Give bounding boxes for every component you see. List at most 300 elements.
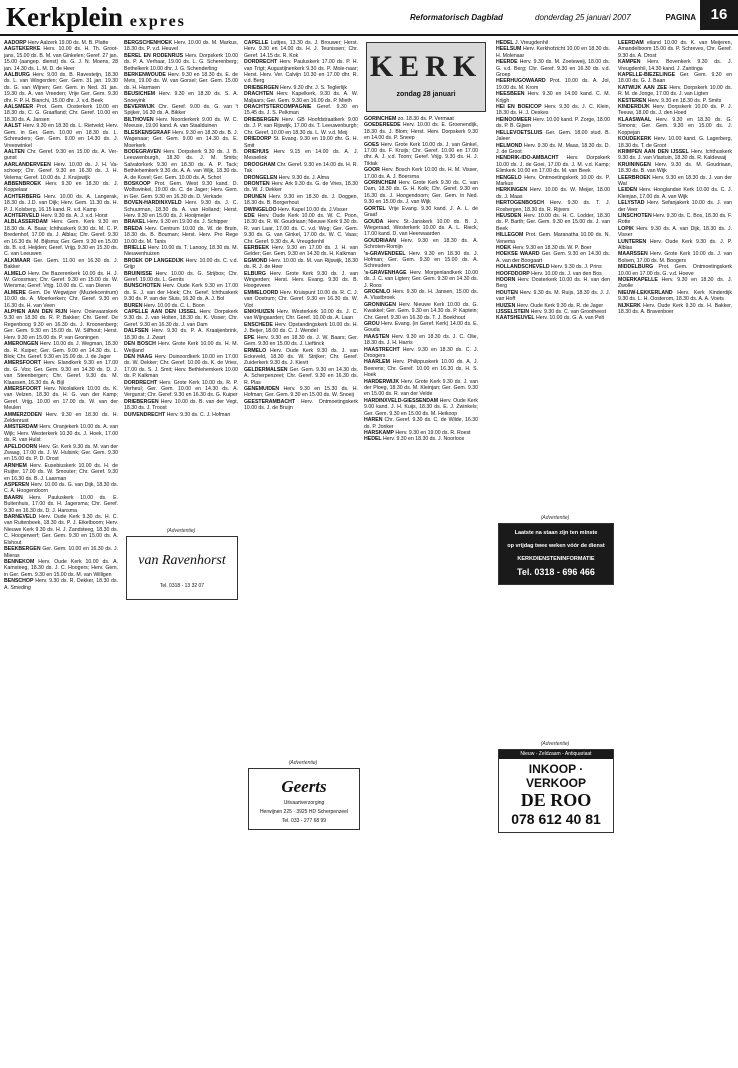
church-listing-entry — [4, 578, 118, 591]
listing-service-text: eiland 10.00 ds. K. van Meijeren, Amandelboom 15.00 ds. P. Schreves, Chr. Geref. 9.30 ds. A. Drost — [618, 40, 732, 59]
listing-place-name: KINDERDIJK — [618, 104, 650, 111]
listing-service-text: Herv. Ontmoetingskerk 10.00 ds. J. de Bruijn — [244, 398, 358, 412]
listing-place-name: BENNEKOM — [4, 558, 35, 565]
church-listing-entry — [618, 104, 732, 117]
church-listing-entry — [4, 424, 118, 443]
listing-place-name: DRIEBERGEN — [244, 84, 279, 91]
listing-service-text: Herv. 10.00 ds. B. van der Vegt, 18.30 ds. J. Troost — [124, 398, 238, 412]
listing-place-name: HOEK — [496, 245, 511, 251]
page-header — [0, 0, 738, 36]
church-listing-entry — [618, 226, 732, 239]
listing-place-name: BRIELLE — [124, 245, 147, 251]
listing-place-name: MOERKAPELLE — [618, 277, 658, 284]
kerkplein-logo — [6, 2, 186, 37]
listing-place-name: DORDRECHT — [244, 59, 278, 66]
listing-service-text: Herv. Oude Kerk 9.30 ds. R. de Jager — [515, 302, 604, 309]
listing-place-name: HENDRIK-IDO-AMBACHT — [496, 155, 559, 162]
listing-place-name: DWINGELOO — [244, 206, 277, 213]
listing-place-name: BEUSICHEM — [124, 91, 156, 98]
listing-service-text: Herv. Ichthuskerk 9.30 ds. J. van Vlastuin, 18.30 ds. R. Kaldewaij — [618, 148, 732, 162]
listing-place-name: AALBURG — [4, 72, 30, 79]
church-listing-entry — [244, 136, 358, 149]
listing-place-name: HARDINXVELD-GIESSENDAM — [364, 397, 439, 404]
church-listing-entry — [364, 251, 478, 270]
church-listing-entry — [496, 46, 610, 59]
listing-place-name: ELBURG — [244, 270, 266, 277]
listing-place-name: BROEK OP LANGEDIJK — [124, 257, 184, 264]
listing-place-name: DORDRECHT — [124, 379, 158, 386]
listing-place-name: AMERSFOORT — [4, 360, 41, 367]
church-listing-entry — [364, 417, 478, 430]
listing-service-text: Herv. 9.30 en 18.30 ds. J. van der Wal — [618, 174, 732, 187]
listing-service-text: Herv. Dorpskerk 10.00 ds. P. J. Teeuw, 18.00 ds. J. den Hoed — [618, 104, 732, 117]
listing-service-text: Herv. Grote Kerk 10.00 ds. R. P. Verheul; Ger. Gem. 10.00 en 14.30 ds. A. Vergunst; Chr. Geref. 9.30 en 16.30 ds. G. Kuiper — [124, 379, 238, 399]
listing-place-name: HEI EN BOEICOP — [496, 104, 542, 111]
listing-service-text: Herv. 9.30 en 18.30 ds. J. Doggen, 18.30 ds. B. Borgerhout — [244, 193, 358, 207]
listing-place-name: ARNHEM — [4, 462, 27, 469]
listing-place-name: GENEMUIDEN — [244, 385, 280, 392]
church-listing-entry — [364, 321, 478, 334]
church-listing-entry — [124, 399, 238, 412]
listing-place-name: KATWIJK AAN ZEE — [618, 84, 668, 91]
listing-service-text: Herv. Morgenlandkerk 10.00 ds. J. C. van Ligten; Ger. Gem. 9.30 en 14.30 ds. J. Roos — [364, 269, 478, 289]
church-listing-entry — [496, 277, 610, 290]
ravenhorst-line: Tel. 0318 - 13 32 07 — [159, 583, 205, 589]
listing-service-text: Herv. Nieuwe Kerk 10.00 ds. G. Kwakkel; Ger. Gem. 9.30 en 14.30 ds. P. Kaptein; Chr. Geref. 9.30 en 16.30 ds. T. J. Boekhout — [364, 301, 478, 321]
church-listing-entry — [364, 142, 478, 168]
listing-place-name: HEDEL — [496, 40, 514, 46]
listing-place-name: ALPHEN AAN DEN RIJN — [4, 309, 68, 316]
listing-place-name: DUIVENDRECHT — [124, 411, 166, 418]
listing-service-text: Herv. 9.30 en 18.30 ds. J. Noorloos — [381, 436, 465, 443]
church-listing-entry — [4, 559, 118, 578]
listing-place-name: KRUININGEN — [618, 161, 651, 168]
church-listing-entry — [4, 463, 118, 482]
listing-place-name: AALTEN — [4, 148, 25, 155]
listing-place-name: 's-GRAVENDEEL — [364, 250, 406, 257]
church-listing-entry — [4, 360, 118, 386]
listing-service-text: Herv. Dorpskerk 10.00 ds. P. A. Verhaar, 19.00 ds. L. G. Scherenberg; Bethelkerk 10.00 dhr. J. G. Schenderling — [124, 52, 238, 72]
newspaper-name: Reformatorisch Dagblad — [410, 13, 503, 22]
listing-service-text: Herv. Nicolaikerk 10.00 ds. K. van Velzen, 18.30 ds. H. G. van der Kamp; Geref. Vrijg. 10.00 en 17.00 ds. W. van der Meulen — [4, 385, 118, 412]
listing-service-text: Herv. Kapel 10.00 ds. J.Visser — [276, 206, 348, 213]
listing-place-name: HOLLANDSCHEVELD — [496, 264, 550, 271]
church-listing-entry — [618, 162, 732, 175]
kerkdiensten-advertisement[interactable] — [498, 523, 614, 585]
deroo-title: INKOOP · VERKOOP — [525, 762, 586, 790]
listing-service-text: Herv. 9.30 en 18.30 ds. S. A. Snoeyink — [124, 91, 238, 104]
listing-place-name: GORINCHEM — [364, 116, 397, 122]
listing-service-text: Herv. 9.15 en 14.00 ds. A. J. Messelink — [244, 148, 358, 162]
listing-service-text: Herv. 10.00 ds. C. L. Boon — [142, 302, 205, 309]
listing-service-text: Herv. 9.30 en 18.30 ds. C. J. Droogers — [364, 346, 478, 360]
church-listing-entry — [618, 213, 732, 226]
listing-place-name: AALST — [4, 123, 22, 130]
listing-place-name: EPE — [244, 334, 255, 341]
church-listing-entry — [124, 245, 238, 258]
listing-service-text: Herv. Duinoordkerk 10.00 en 17.00 ds. W. Dekker; Chr. Geref. 10.00 ds. K. de Vries, 17.00 ds. S. J. Smit; Herv. Bethlehemkerk 10.00 ds. P. Kalkman — [124, 353, 238, 380]
listing-service-text: Herv. 9.30 ds. C. van Grootheest — [529, 309, 607, 316]
church-listing-entry — [244, 335, 358, 348]
listing-service-text: Herv. 9.30 en 18.30 ds. P. Smits — [646, 97, 722, 104]
listing-service-text: Herv. Westerkerk 10.00 ds. J. C. van Wijngaarden; Chr. Geref. 10.00 ds. A. Laan — [244, 309, 358, 322]
church-listing-entry — [4, 162, 118, 181]
church-listing-entry — [124, 104, 238, 117]
listing-place-name: ENKHUIZEN — [244, 309, 275, 316]
listing-place-name: HAARLEM — [364, 359, 390, 366]
listing-place-name: ABBENBROEK — [4, 180, 42, 187]
deroo-tag: (Advertentie) — [540, 741, 570, 747]
listing-place-name: ALKMAAR — [4, 257, 31, 264]
listing-place-name: BEEKBERGEN — [4, 546, 41, 553]
geerts-advertisement[interactable] — [248, 768, 360, 830]
listing-service-text: Ger. Gem. 11.00 en 16.30 ds. J. Bakker — [4, 257, 118, 271]
listing-service-text: Herv. Hooglandse Kerk 10.00 ds. C. J. Kleinjan, 17.00 ds. A. van Wijk — [618, 187, 732, 200]
listing-place-name: CAPELLE AAN DEN IJSSEL — [124, 309, 197, 316]
listing-service-text: Prot. 10.00 ds. A. Jol, 19.00 ds. M. Krom — [496, 78, 610, 91]
listing-service-text: Herv. 10.00 ds. H. C. Lodder, 18.30 ds. P. Barth; Ger. Gem. 9.30 en 15.00 ds. J. van Beek — [496, 212, 610, 232]
church-listing-entry — [4, 46, 118, 72]
listing-service-text: Herv. 10.00 ds. G. van Dijk, 18.30 ds. C. A. Hoogendoorn — [4, 482, 118, 495]
listing-place-name: BODEGRAVEN — [124, 148, 161, 155]
church-listing-entry — [618, 264, 732, 277]
listing-place-name: HEUSDEN — [496, 212, 522, 219]
church-listing-entry — [496, 78, 610, 91]
church-listing-entry — [496, 315, 610, 321]
church-listing-entry — [4, 72, 118, 104]
listing-column-1 — [4, 40, 118, 1064]
listing-place-name: HUIZEN — [496, 302, 516, 309]
page-content — [0, 36, 738, 1066]
listing-service-text: Herv. 9.30 ds. M. Zoeteweij, 18.00 ds. G. v.d. Berg; Chr. Geref. 9.30 en 16.30 ds. v.d. Groep — [496, 59, 610, 79]
listing-service-text: Herv. Oude Kerk 9.30 en 17.00 ds. E. J. van der Hoek; Chr. Geref. Ichthuskerk 9.30 ds. P. van der Sluis, 16.30 ds. A. J. Bol — [124, 283, 238, 303]
listing-place-name: LEERDAM — [618, 40, 644, 46]
listing-service-text: Herv. 9.30 en 18.30 ds. B. J. Wagenaar; Ger. Gem. 9.00 en 14.30 ds. E. Moerkerk — [124, 129, 238, 149]
listing-place-name: MIDDELBURG — [618, 264, 654, 271]
listing-service-text: Herv. 9.30 ds. J. Prins — [549, 264, 602, 271]
listing-place-name: MAARSSEN — [618, 251, 648, 258]
listing-service-text: Herv. Opstandingskerk 10.00 ds. H. J. Beijer, 18.00 ds. C. J. Wendel — [244, 321, 358, 335]
listing-service-text: Herv. 9.30 ds. J. C. Schuurman, 18.30 ds. A. van Holland; Herst. Herv. 9.30 en 15.00 ds. J. Hooijmeijer — [124, 200, 238, 219]
kerk-word: KERK — [369, 50, 483, 83]
church-listing-entry — [364, 219, 478, 238]
listing-service-text: Herv. 9.30 en 15.30 ds. H. Hofman; Ger. Gem. 9.30 en 15.00 ds. W. Snoeij — [244, 385, 358, 399]
listing-place-name: LOPIK — [618, 225, 634, 232]
listing-service-text: Prot. Gem. Ontmoetingskerk 10.00 en 17.00 ds. G. v.d. Hoeve — [618, 264, 732, 277]
listing-service-text: Prot. Gem. Maranatha 10.00 ds. N. Venema — [496, 232, 610, 245]
listing-place-name: BARNEVELD — [4, 514, 37, 521]
listing-place-name: KAMPEN — [618, 59, 641, 66]
listing-service-text: Ger. Gem. 18.00 stud. B. Jaleer — [496, 129, 610, 143]
church-listing-entry — [364, 436, 478, 442]
church-listing-entry — [4, 482, 118, 495]
church-listing-entry — [244, 40, 358, 59]
listing-place-name: GORINCHEM — [364, 180, 397, 187]
logo-main: Kerkplein — [6, 2, 124, 32]
listing-service-text: Herv. 10.00 ds. G. A. van Pelt — [534, 315, 604, 322]
kerkdiensten-line3: KERKDIENSTENINFORMATIE — [517, 556, 595, 562]
church-listing-entry — [364, 289, 478, 302]
listing-place-name: ENSCHEDE — [244, 321, 273, 328]
listing-place-name: HELLEVOETSLUIS — [496, 129, 543, 136]
ravenhorst-name: van Ravenhorst — [138, 553, 226, 568]
church-listing-entry — [618, 277, 732, 290]
listing-place-name: DROOGHAM — [244, 161, 276, 168]
listing-service-text: Herv. Gem. Kerk 9.30 en 18.30 ds. A. Baas; Ichthuskerk 9.30 ds. M. C. P. Bredenhof, 17.00 ds. J. Alblas; Chr. Geref. 9.30 en 16.30 ds. M. Bijlsma; Ger. Gem. 9.30 en 15.00 ds. B. v.d. Heijden; Geref. Vrijg. 9.30 en 15.30 ds. C. van Leeuwen — [4, 219, 118, 258]
deroo-phone: 078 612 40 81 — [511, 811, 601, 827]
listing-place-name: KOUDEKERK — [618, 136, 652, 143]
listing-service-text: Herv. Oude Kerk 10.00 ds. A. Kamsteeg, 18.30 ds. J. C. Hoogers; Herv. Gem. in Ger. Gem. 9.30 en 15.00 ds. M. van Willigen — [4, 558, 118, 578]
listing-service-text: Herv. 9.30 en 18.30 ds. J. W. Baars; Ger. Gem. 9.30 en 15.00 ds. J. Lieftinck — [244, 334, 358, 348]
church-listing-entry — [244, 117, 358, 136]
issue-date: donderdag 25 januari 2007 — [535, 13, 631, 22]
listing-place-name: ERMELO — [244, 347, 267, 354]
church-listing-entry — [618, 136, 732, 149]
church-listing-entry — [4, 219, 118, 257]
listing-service-text: Herv. 9.30 ds. M. Ruijs, 18.30 ds. J. J. van Hoff — [496, 289, 610, 303]
deroo-advertisement[interactable] — [498, 749, 614, 833]
listing-service-text: Herv. Grote Kerk 10.00 ds. H. M. Weijland — [124, 341, 238, 354]
listing-service-text: Herv. Eusebiuskerk 10.00 ds. H. de Ruijter, 17.00 ds. W. Smouter; Chr. Geref. 9.30 en 16.30 ds. B. J. Laarman — [4, 462, 118, 482]
church-listing-entry — [124, 354, 238, 380]
listing-service-text: Herv. 9.30 en 18.30 ds. J. C. Olie, 18.30 ds. J. H. Harris — [364, 333, 478, 347]
listing-service-text: Herv. Dorpskerk 10.00 ds. J. de Goei, 17.00 ds. J. M. v.d. Kamp; Elimkerk 10.00 en 17.00 ds. M. van Beek — [496, 155, 610, 175]
listing-place-name: EMMELOORD — [244, 289, 279, 296]
listing-service-text: Herv. Grote Kerk 9.30 ds. J. van der Ploeg, 18.30 ds. M. Kleinjan; Ger. Gem. 9.30 en 15.00 ds. R. van der Velde — [364, 378, 478, 398]
listing-service-text: Herv. Dorpskerk 9.30 ds. J. van Holten, 18.30 ds. K. Visser; Chr. Geref. 9.30 en 16.30 ds. J. van Dam — [124, 309, 238, 328]
listing-place-name: ASPEREN — [4, 482, 30, 489]
listing-service-text: Herv. 9.30 en 18.30 ds. A. Schroten-Romijn — [364, 237, 478, 251]
kerkdiensten-tag: (Advertentie) — [540, 515, 570, 521]
church-listing-entry — [244, 399, 358, 412]
kerk-banner — [366, 42, 486, 112]
church-listing-entry — [124, 412, 238, 418]
listing-place-name: BOVEN-HARDINXVELD — [124, 200, 182, 207]
listing-place-name: BILTHOVEN — [124, 116, 154, 123]
listing-service-text: Herv. Ooievaarskerk 9.30 en 18.30 ds. R. P. Bakker; Chr. Geref. De Regenboog 9.30 en 16.30 ds. J. Kroonenberg; Ger. Gem. 9.30 en 15.00 ds. W. Silfhout; Herst. Herv. 9.30 en 15.00 ds. P. van Groningen — [4, 309, 118, 341]
church-listing-entry — [618, 85, 732, 98]
church-listing-entry — [4, 386, 118, 412]
listing-service-text: Herv. Pauluskerk 10.00 ds. E. Buitenhuis, 17.00 ds. H. Jagersma; Chr. Geref. 9.30 en 16.30 ds. D. J. Hansma — [4, 494, 118, 514]
church-listing-entry — [618, 72, 732, 85]
listing-service-text: Herv. Pauluskerk 17.00 ds. P. H. van Trigt; Augustijnenkerk 9.30 ds. P. Mole-naar; Herst. Herv. Ver. Calvijn 10.30 en 17.00 dhr. R. v.d. Berg — [244, 59, 358, 85]
church-listing-entry — [244, 194, 358, 207]
listing-service-text: Herv. 10.00 ds. C. v.d. Grijp — [124, 257, 238, 271]
listing-service-text: Herv. Oude Kerk 9.00 kand. J. H. Kuijs, 18.30 ds. E. J. Zwinkels; Ger. Gem. 9.30 en 15.00 ds. M. Heikoop — [364, 397, 478, 417]
listing-place-name: AMERONGEN — [4, 341, 39, 348]
church-listing-entry — [496, 200, 610, 213]
church-listing-entry — [244, 367, 358, 386]
listing-place-name: BENSCHOP — [4, 578, 34, 585]
listing-service-text: zo. 18.30 ds. P. Vermaat — [396, 116, 454, 122]
page-label: PAGINA — [665, 13, 696, 22]
church-listing-entry — [364, 180, 478, 206]
listing-place-name: BUREN — [124, 302, 143, 309]
listing-service-text: Herv. Oude Kerk 9.30 ds. H. C. van Ruitenbeek, 18.30 ds. P. J. Eikelboom; Herv. Nieuwe Kerk 9.30 ds. H. J. Zandsteeg, 18.30 ds. C. Hoogerwerf; Ger. Gem. 9.30 en 15.00 ds. A. Elshout — [4, 514, 118, 546]
listing-place-name: BEVERWIJK — [124, 104, 155, 111]
ravenhorst-tag: (Advertentie) — [166, 528, 196, 534]
church-listing-entry — [364, 270, 478, 289]
listing-place-name: BREDA — [124, 225, 143, 232]
listing-place-name: EDE — [244, 212, 255, 219]
listing-place-name: GEESTERAMBACHT — [244, 398, 296, 405]
deroo-bar: Nieuw - Zeldzaam - Antiquariaat — [499, 750, 613, 759]
church-listing-entry — [618, 149, 732, 162]
church-listing-entry — [496, 290, 610, 303]
listing-service-text: Ger. Gem. 9.30 en 14.30 ds. A. van der Boogaart — [496, 251, 610, 264]
kerkdiensten-line1: Laatste na staan zijn ten minste — [514, 530, 598, 536]
church-listing-entry — [124, 341, 238, 354]
church-listing-entry — [244, 91, 358, 104]
church-listing-entry — [124, 258, 238, 271]
church-listing-entry — [496, 232, 610, 245]
church-listing-entry — [496, 59, 610, 78]
listing-place-name: KLAASWAAL — [618, 116, 652, 123]
church-listing-entry — [364, 359, 478, 378]
church-listing-entry — [618, 303, 732, 316]
listing-service-text: Herv. Oude Kerk 9.30 ds. J. van Eckeveld, 18.30 ds. W. Strijker; Chr. Geref. Zuiderkerk 9.30 ds. J. Kievit — [244, 347, 358, 367]
church-listing-entry — [4, 514, 118, 546]
church-listing-entry — [4, 495, 118, 514]
listing-service-text: Herv. 9.30 en 18.30 ds. J. Zwolle — [618, 277, 732, 290]
listing-service-text: Herv. 9.30 en 19.00 ds. R. Roest — [393, 429, 471, 436]
listing-service-text: Luttjes, 13.30 ds. J. Brouwer; Herst. Herv. 9.30 en 14.00 ds. H. J. Teunissen; Chr. Geref. 14.15 ds. R. Kok — [244, 40, 358, 59]
listing-service-text: Herv. 10.00 ds. T. Lanooy, 18.30 ds. M. Nieuwenhuizen — [124, 245, 238, 258]
church-listing-entry — [4, 309, 118, 341]
listing-place-name: ALMERE — [4, 289, 26, 296]
church-listing-entry — [124, 226, 238, 245]
church-listing-entry — [124, 53, 238, 72]
church-listing-entry — [244, 271, 358, 290]
church-listing-entry — [4, 444, 118, 463]
church-listing-entry — [618, 200, 732, 213]
church-listing-entry — [124, 72, 238, 91]
listing-service-text: Herv. 9.30 ds. A. J. v.d. Horst — [39, 212, 108, 219]
listing-service-text: Herv. 9.30 en 18.30 ds. L. Rietveld; Herv. Gem. in Ger. Gem. 10.00 en 18.30 ds. L. Schreuders; Ger. Gem. 9.00 en 14.30 ds. J. Vreeswinkel — [4, 123, 118, 149]
listing-service-text: Herv. 10.00 kand. G. Lagerberg, 18.30 ds. T. de Groot — [618, 136, 732, 149]
kerkdiensten-line2: op vrijdag twee weken vóór de dienst — [507, 543, 605, 549]
church-listing-entry — [244, 181, 358, 194]
listing-service-text: Herv. Elandkerk 9.30 en 17.00 ds. G. Vos; Ger. Gem. 9.30 en 14.30 ds. D. J. van Steenbergen; Chr. Geref. 9.30 ds. M. Klaassen, 16.30 ds. A. Bijl — [4, 360, 118, 386]
listing-service-text: Herv. Grote Kerk 10.00 ds. J. van Bolsen, 17.00 ds. M. Boogers — [618, 251, 732, 264]
listing-service-text: Herv. Ark 9.30 ds. G. de Vries, 18.30 ds. W. J. Dekker — [244, 180, 358, 194]
listing-place-name: NIEUW-LEKKERLAND — [618, 289, 673, 296]
listing-place-name: GROENLO — [364, 288, 391, 295]
geerts-name: Geerts — [281, 777, 327, 796]
listing-place-name: HENGELO — [496, 174, 522, 181]
listing-service-text: Herv. Dorpskerk 9.30 ds. J. B. Leeuwenburgh, 18.30 ds. J. M. Smits; Salvatorkerk 9.30 en 18.30 ds. A. P. Tack; Bethlehemkerk 9.30 ds. A. A. van Wijk, 18.30 ds. A. de Kovel; Ger. Gem. 10.00 ds. A. Schot — [124, 148, 238, 181]
listing-place-name: KAATSHEUVEL — [496, 315, 535, 322]
church-listing-entry — [4, 104, 118, 123]
church-listing-entry — [364, 206, 478, 219]
listing-place-name: DRIEDORP — [244, 136, 272, 143]
church-listing-entry — [124, 91, 238, 104]
listing-service-text: Herv. 9.30 ds. A. van Dijk, 18.30 ds. J. Visser — [618, 225, 732, 239]
listing-service-text: Chr. Geref. 9.00 ds. G. van 't Spijker, 16.30 ds. A. Bikker — [124, 104, 238, 117]
church-listing-entry — [244, 386, 358, 399]
listing-place-name: CAPELLE — [244, 40, 269, 46]
listing-place-name: NIJKERK — [618, 302, 641, 309]
listing-service-text: Herv. Grote Kerk 10.00 ds. J. van Ginkel, 17.00 ds. F. Kruijs; Chr. Geref. 10.00 en 17.00 dhr. A. J. v.d. Toorn; Geref. Vrijg. 9.30 ds. H. J. Tiktak — [364, 141, 478, 167]
church-listing-entry — [364, 302, 478, 321]
listing-place-name: HOORN — [496, 277, 516, 284]
geerts-line1: Uitvaartverzorging — [283, 800, 325, 806]
listing-service-text: Herv Aalzerk 19.00 ds. M. B. Platte — [26, 40, 109, 46]
listing-place-name: 's-GRAVENHAGE — [364, 269, 407, 276]
listing-place-name: GRONINGEN — [364, 301, 396, 308]
listing-service-text: Herv. 10.00 ds. H. Th. Groot-jans, 15.00 ds. B. M. van Ginkelen; Geref. 27 jan. 15.00 (aangep. dienst) ds. G. J. N. Moens, 28 jan. 14.30 ds. L. M. D. de Heer — [4, 46, 118, 72]
listing-service-text: Vrije Evang. 9.30 kand. J. A. L. de Graaf — [364, 205, 478, 219]
listing-service-text: Herv. 9.30 ds. C. Bos, 18.30 ds. F. Rotte — [618, 212, 732, 226]
listing-service-text: Herv. 9.30 dhr. J. S. Teglerlijk — [278, 84, 348, 91]
listing-service-text: Herv. Kerkhofzicht 10.00 en 18.30 ds. H. Molenaar — [496, 46, 610, 59]
listing-service-text: Geref. 9.30 en 15.45 ds. J. S. Pelkman — [244, 104, 358, 117]
listing-place-name: AMSTERDAM — [4, 424, 38, 431]
church-listing-entry — [496, 155, 610, 174]
church-listing-entry — [124, 40, 238, 53]
church-listing-entry — [618, 290, 732, 303]
church-listing-entry — [4, 271, 118, 290]
geerts-line2: Herwijnen 225 · 3925 HD Scherpenzeel — [259, 809, 349, 815]
listing-service-text: Herv. Grote Kerk 9.30 ds. C. van Dam, 18.30 ds. G. H. Kolk; Chr. Geref. 9.30 en 16.30 ds. J. Hoogendoorn; Ger. Gem. in Ned. 9.30 en 15.00 ds. J. van Wijk — [364, 180, 478, 206]
listing-place-name: HOOFDDORP — [496, 270, 530, 277]
listing-service-text: Herv. 9.30 ds. J. C. Klein, 18.30 ds. H. J. Oeskes — [496, 104, 610, 117]
listing-service-text: Herv. 9.30 ds. J. Alma — [277, 174, 329, 181]
listing-place-name: DRUNEN — [244, 193, 267, 200]
church-listing-entry — [496, 251, 610, 264]
listing-place-name: BEREL EN RODENRIJS — [124, 52, 184, 59]
listing-service-text: Herv. 10.00 ds. J. H. Va-schoep; Chr. Geref. 9.30 en 16.30 ds. J. H. Velema; Geref. 10.00 ds. J. Kruijswijk — [4, 161, 118, 181]
church-listing-entry — [244, 309, 358, 322]
listing-service-text: Herv. 9.30 en 18.30 ds. H. Zeldenrust — [4, 411, 118, 424]
church-listing-entry — [244, 149, 358, 162]
listing-place-name: HARSKAMP — [364, 429, 394, 436]
listing-place-name: HEESBEEN — [496, 91, 525, 98]
church-listing-entry — [496, 175, 610, 188]
church-listing-entry — [496, 143, 610, 156]
listing-place-name: GOOR — [364, 167, 380, 174]
listing-service-text: Herv. Philippuskerk 10.00 ds. A. J. Beerens; Chr. Geref. 10.00 en 16.30 ds. H. S. Hoek — [364, 359, 478, 379]
listing-service-text: Herv. Dorpskerk 10.00 ds. R. M. de Jonge, 17.00 ds. J. van Ligten — [618, 84, 732, 98]
church-listing-entry — [364, 398, 478, 417]
listing-place-name: ALMELO — [4, 270, 26, 277]
listing-place-name: HEERDE — [496, 59, 518, 66]
listing-service-text: Herv. 9.30 en 19.00 ds. J. Schipper — [145, 219, 228, 226]
listing-service-text: Herv. 10.00 kand. P. Zorge, 18.00 ds. P. B. Gijsen — [496, 116, 610, 130]
listing-service-text: Herv. 10.00 ds. E. Groenendijk, 18.30 ds. J. Blom; Herst. Herv. Dorpskerk 9.30 en 14.00 ds. P. Sneep — [364, 122, 478, 142]
listing-place-name: HAASTEN — [364, 333, 390, 340]
ravenhorst-advertisement[interactable] — [126, 536, 238, 600]
logo-sub: expres — [129, 13, 186, 30]
listing-service-text: Herv. 9.30 ds. C. J. Hofman — [165, 411, 231, 418]
listing-service-text: Herv. Ontmoetingskerk 10.00 ds. P. Markus — [496, 174, 610, 187]
church-listing-entry — [124, 283, 238, 302]
listing-service-text: Herv. Gr. Kerk 9.30 ds. M. van der Zwaag, 17.00 ds. J. W. Hulsink; Ger. Gem. 9.30 en 15.00 ds. P. D. Drost — [4, 443, 118, 463]
church-listing-entry — [244, 162, 358, 175]
listing-service-text: Herv. 9.30 ds. R. Dekker, 18.30 ds. A. Smeding — [4, 578, 118, 591]
listing-place-name: HARDERWIJK — [364, 378, 400, 385]
church-listing-entry — [364, 379, 478, 398]
listing-place-name: DRIEBERGEN — [124, 398, 159, 405]
listing-service-text: Herv. Evang. (in Geref. Kerk) 14.00 ds. E. Gouda — [364, 321, 478, 334]
listing-service-text: Herv. 9.30 en 18.30 ds. G. Simons; Ger. Gem. 9.30 en 15.00 ds. J. Koppejan — [618, 116, 732, 136]
listing-column-4 — [364, 116, 478, 1064]
listing-service-text: Herv. 9.30 en 14.00 kand. C. M. Krijgh — [496, 91, 610, 104]
listing-service-text: Herv. Oranjekerk 10.00 ds. A. van Wijk; Herv. Westerkerk 10.30 ds. J. Hoek, 17.00 ds. R. van Hulst — [4, 424, 118, 444]
geerts-tag: (Advertentie) — [288, 760, 318, 766]
church-listing-entry — [496, 117, 610, 130]
church-listing-entry — [244, 348, 358, 367]
